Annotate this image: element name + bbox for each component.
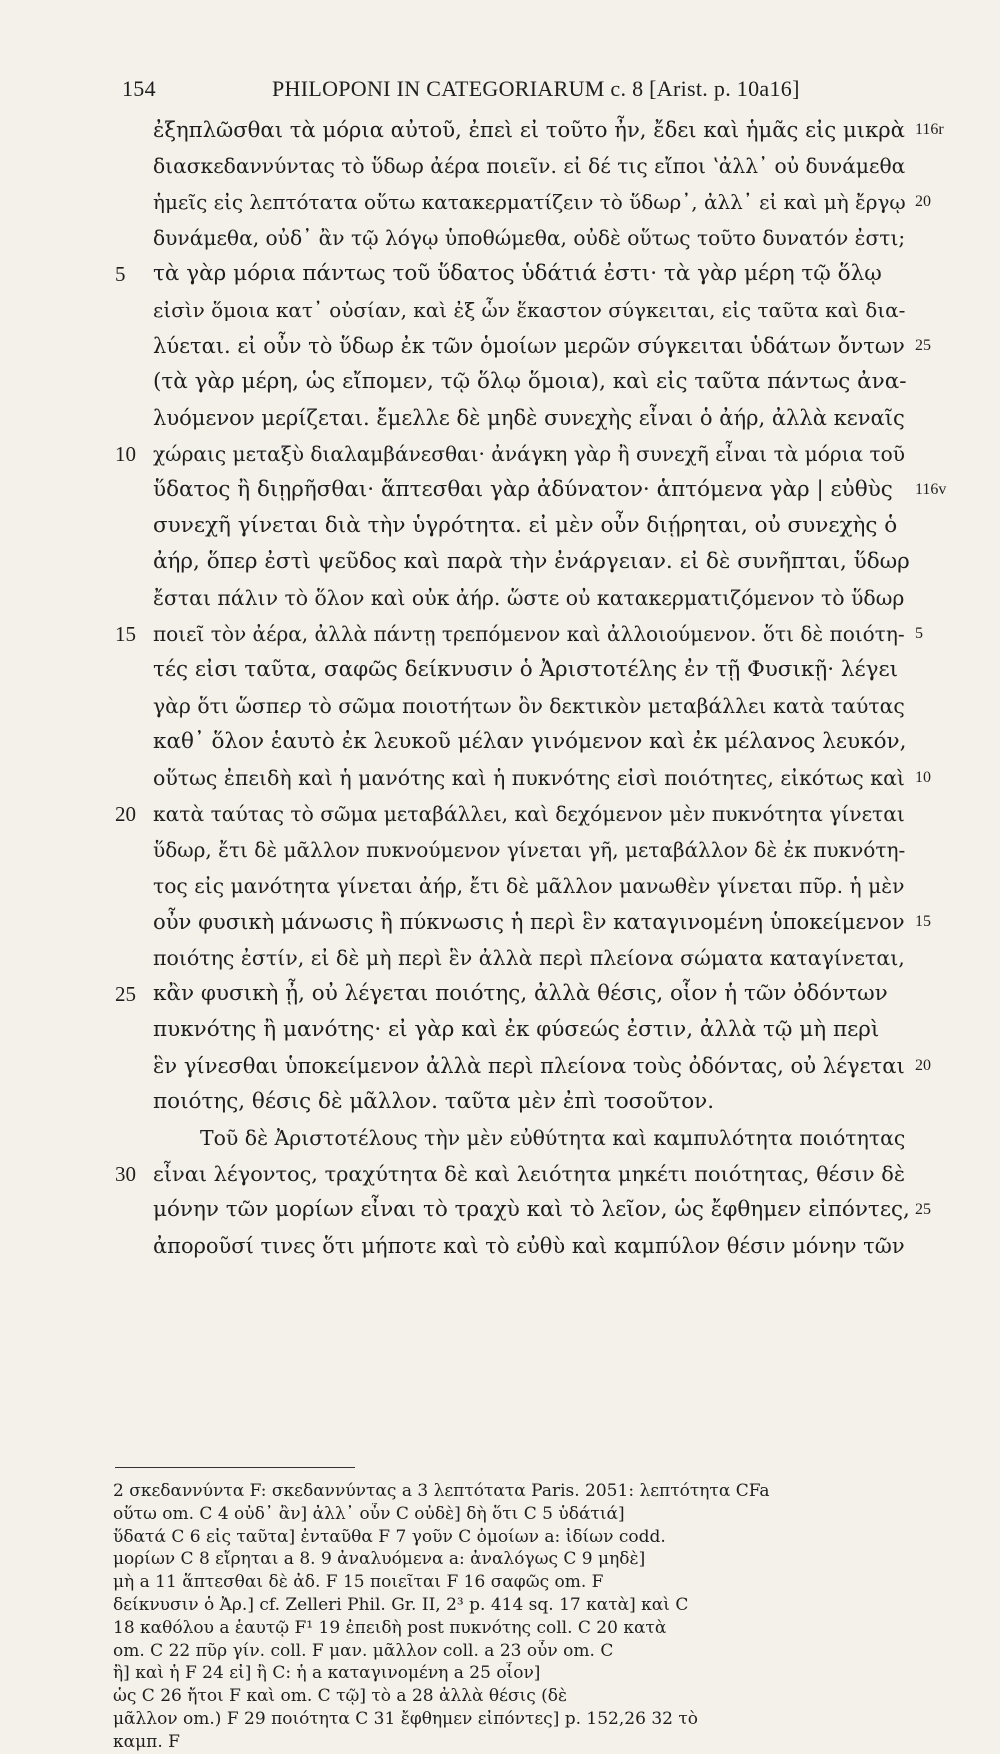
text-line — [0, 364, 1000, 400]
line-text: λυόμενον μερίζεται. ἔμελλε δὲ μηδὲ συνεχὴς εἶναι ὁ ἀήρ, ἀλλὰ κεναῖς — [153, 405, 905, 430]
text-line — [0, 580, 1000, 616]
line-text: οὕτως ἐπειδὴ καὶ ἡ μανότης καὶ ἡ πυκνότης εἰσὶ ποιότητες, εἰκότως καὶ — [153, 766, 905, 790]
text-line — [0, 256, 1000, 292]
margin-reference: 25 — [915, 337, 931, 354]
text-line — [0, 472, 1000, 508]
footnote-rule — [115, 1467, 355, 1468]
line-text: Τοῦ δὲ Ἀριστοτέλους τὴν μὲν εὐθύτητα καὶ καμπυλότητα ποιότητας — [200, 1126, 906, 1150]
text-line — [0, 1192, 1000, 1228]
text-line — [0, 184, 1000, 220]
margin-reference: 25 — [915, 1201, 931, 1218]
text-line — [0, 976, 1000, 1012]
critical-apparatus — [113, 1480, 913, 1754]
line-text: δυνάμεθα, οὐδ᾽ ἂν τῷ λόγῳ ὑποθώμεθα, οὐδὲ οὕτως τοῦτο δυνατόν ἐστι; — [153, 226, 906, 250]
margin-reference: 20 — [915, 193, 931, 210]
line-text: τὰ γὰρ μόρια πάντως τοῦ ὕδατος ὑδάτιά ἐστι· τὰ γὰρ μέρη τῷ ὅλῳ — [153, 261, 882, 286]
apparatus-line: om. C 22 πῦρ γίν. coll. F μαν. μᾶλλον coll. a 23 οὖν om. C — [113, 1640, 614, 1661]
line-text: τές εἰσι ταῦτα, σαφῶς δείκνυσιν ὁ Ἀριστοτέλης ἐν τῇ Φυσικῇ· λέγει — [153, 657, 899, 682]
margin-reference: 20 — [915, 1057, 931, 1074]
line-text: οὖν φυσικὴ μάνωσις ἢ πύκνωσις ἡ περὶ ἓν καταγινομένη ὑποκείμενον — [153, 909, 905, 934]
main-text — [0, 112, 1000, 1264]
line-text: (τὰ γὰρ μέρη, ὡς εἴπομεν, τῷ ὅλῳ ὅμοια), καὶ εἰς ταῦτα πάντως ἀνα- — [153, 369, 907, 394]
margin-reference: 5 — [915, 625, 923, 642]
apparatus-line: μορίων C 8 εἴρηται a 8. 9 ἀναλυόμενα a: ἀναλόγως C 9 μηδὲ] — [113, 1549, 646, 1570]
line-text: εἰσὶν ὅμοια κατ᾽ οὐσίαν, καὶ ἐξ ὧν ἕκαστον σύγκειται, εἰς ταῦτα καὶ δια- — [153, 298, 906, 322]
text-line — [0, 1084, 1000, 1120]
text-line — [0, 616, 1000, 652]
apparatus-line: δείκνυσιν ὁ Ἀρ.] cf. Zelleri Phil. Gr. II, 2³ p. 414 sq. 17 κατὰ] καὶ C — [113, 1594, 689, 1615]
text-line — [0, 220, 1000, 256]
line-text: ἓν γίνεσθαι ὑποκείμενον ἀλλὰ περὶ πλείονα τοὺς ὀδόντας, οὐ λέγεται — [153, 1053, 905, 1078]
text-line — [0, 436, 1000, 472]
text-line — [0, 652, 1000, 688]
line-text: μόνην τῶν μορίων εἶναι τὸ τραχὺ καὶ τὸ λεῖον, ὡς ἔφθημεν εἰπόντες, — [153, 1197, 910, 1222]
text-line — [0, 508, 1000, 544]
text-line — [0, 1228, 1000, 1264]
line-text: διασκεδαννύντας τὸ ὕδωρ ἀέρα ποιεῖν. εἰ δέ τις εἴποι ʽἀλλ᾽ οὐ δυνάμεθα — [153, 154, 906, 178]
text-line — [0, 832, 1000, 868]
text-line — [0, 1048, 1000, 1084]
text-line — [0, 148, 1000, 184]
apparatus-line: ἢ] καὶ ἡ F 24 εἰ] ἢ C: ἡ a καταγινομένη a 25 οἷον] — [113, 1663, 541, 1684]
text-line — [0, 328, 1000, 364]
line-number: 10 — [115, 442, 136, 466]
apparatus-line: μὴ a 11 ἅπτεσθαι δὲ ἀδ. F 15 ποιεῖται F 16 σαφῶς om. F — [113, 1572, 604, 1593]
line-text: ὕδατος ἢ διῃρῆσθαι· ἅπτεσθαι γὰρ ἀδύνατον· ἁπτόμενα γὰρ | εὐθὺς — [153, 477, 893, 502]
text-line — [0, 904, 1000, 940]
apparatus-line: 2 σκεδαννύντα F: σκεδαννύντας a 3 λεπτότατα Paris. 2051: λεπτότητα CFa — [113, 1481, 770, 1501]
apparatus-line: ὡς C 26 ἤτοι F καὶ om. C τῷ] τὸ a 28 ἀλλὰ θέσις (δὲ — [113, 1686, 568, 1707]
apparatus-line: 18 καθόλου a ἑαυτῷ F¹ 19 ἐπειδὴ post πυκνότης coll. C 20 κατὰ — [113, 1617, 667, 1638]
line-text: εἶναι λέγοντος, τραχύτητα δὲ καὶ λειότητα μηκέτι ποιότητας, θέσιν δὲ — [153, 1162, 906, 1186]
text-line — [0, 868, 1000, 904]
line-text: ποιεῖ τὸν ἀέρα, ἀλλὰ πάντῃ τρεπόμενον καὶ ἀλλοιούμενον. ὅτι δὲ ποιότη- — [153, 622, 905, 646]
line-text: ἐξηπλῶσθαι τὰ μόρια αὐτοῦ, ἐπεὶ εἰ τοῦτο ἦν, ἔδει καὶ ἡμᾶς εἰς μικρὰ — [153, 117, 905, 142]
text-line — [0, 760, 1000, 796]
line-text: γὰρ ὅτι ὥσπερ τὸ σῶμα ποιοτήτων ὂν δεκτικὸν μεταβάλλει κατὰ ταύτας — [153, 694, 905, 718]
line-number: 5 — [115, 262, 126, 286]
apparatus-line: οὕτω om. C 4 οὐδ᾽ ἂν] ἀλλ᾽ οὖν C οὐδὲ] δὴ ὅτι C 5 ὑδάτιά] — [113, 1503, 625, 1524]
apparatus-line: καμπ. F — [113, 1731, 180, 1752]
page-number: 154 — [122, 76, 156, 101]
running-title: PHILOPONI IN CATEGORIARUM c. 8 [Arist. p. 10a16] — [272, 76, 800, 101]
line-number: 20 — [115, 802, 136, 826]
line-text: καθ᾽ ὅλον ἑαυτὸ ἐκ λευκοῦ μέλαν γινόμενον καὶ ἐκ μέλανος λευκόν, — [153, 729, 907, 754]
line-text: συνεχῆ γίνεται διὰ τὴν ὑγρότητα. εἰ μὲν οὖν διῄρηται, οὐ συνεχὴς ὁ — [153, 513, 898, 538]
line-text: ἡμεῖς εἰς λεπτότατα οὕτω κατακερματίζειν τὸ ὕδωρ᾽, ἀλλ᾽ εἰ καὶ μὴ ἔργῳ — [153, 190, 906, 214]
line-text: λύεται. εἰ οὖν τὸ ὕδωρ ἐκ τῶν ὁμοίων μερῶν σύγκειται ὑδάτων ὄντων — [153, 333, 905, 358]
line-text: κατὰ ταύτας τὸ σῶμα μεταβάλλει, καὶ δεχόμενον μὲν πυκνότητα γίνεται — [153, 802, 905, 826]
margin-reference: 116v — [915, 481, 947, 498]
line-number: 25 — [115, 982, 136, 1006]
margin-reference: 116r — [915, 121, 944, 138]
text-line — [0, 292, 1000, 328]
text-line — [0, 688, 1000, 724]
line-text: πυκνότης ἢ μανότης· εἰ γὰρ καὶ ἐκ φύσεώς ἐστιν, ἀλλὰ τῷ μὴ περὶ — [153, 1017, 880, 1042]
line-text: ἀήρ, ὅπερ ἐστὶ ψεῦδος καὶ παρὰ τὴν ἐνάργειαν. εἰ δὲ συνῆπται, ὕδωρ — [153, 549, 910, 574]
text-line — [0, 1012, 1000, 1048]
margin-reference: 10 — [915, 769, 931, 786]
text-line — [0, 400, 1000, 436]
line-text: ὕδωρ, ἔτι δὲ μᾶλλον πυκνούμενον γίνεται γῆ, μεταβάλλον δὲ ἐκ πυκνότη- — [153, 838, 906, 862]
line-text: χώραις μεταξὺ διαλαμβάνεσθαι· ἀνάγκη γὰρ ἢ συνεχῆ εἶναι τὰ μόρια τοῦ — [153, 442, 905, 466]
line-text: ἔσται πάλιν τὸ ὅλον καὶ οὐκ ἀήρ. ὥστε οὐ κατακερματιζόμενον τὸ ὕδωρ — [153, 586, 905, 610]
line-text: ποιότης, θέσις δὲ μᾶλλον. ταῦτα μὲν ἐπὶ τοσοῦτον. — [153, 1089, 715, 1114]
line-number: 30 — [115, 1162, 136, 1186]
text-line — [0, 1120, 1000, 1156]
line-text: κἂν φυσικὴ ᾖ, οὐ λέγεται ποιότης, ἀλλὰ θέσις, οἷον ἡ τῶν ὀδόντων — [153, 981, 888, 1006]
line-text: ποιότης ἐστίν, εἰ δὲ μὴ περὶ ἓν ἀλλὰ περὶ πλείονα σώματα καταγίνεται, — [153, 946, 905, 970]
text-line — [0, 796, 1000, 832]
apparatus-line: μᾶλλον om.) F 29 ποιότητα C 31 ἔφθημεν εἰπόντες] p. 152,26 32 τὸ — [113, 1708, 698, 1729]
running-header — [122, 76, 802, 102]
text-line — [0, 544, 1000, 580]
text-line — [0, 1156, 1000, 1192]
margin-reference: 15 — [915, 913, 931, 930]
apparatus-line: ὕδατά C 6 εἰς ταῦτα] ἐνταῦθα F 7 γοῦν C ὁμοίων a: ἰδίων codd. — [113, 1526, 666, 1547]
line-text: τος εἰς μανότητα γίνεται ἀήρ, ἔτι δὲ μᾶλλον μανωθὲν γίνεται πῦρ. ἡ μὲν — [153, 874, 905, 898]
text-line — [0, 112, 1000, 148]
line-number: 15 — [115, 622, 136, 646]
text-line — [0, 724, 1000, 760]
text-line — [0, 940, 1000, 976]
line-text: ἀποροῦσί τινες ὅτι μήποτε καὶ τὸ εὐθὺ καὶ καμπύλον θέσιν μόνην τῶν — [153, 1234, 905, 1258]
